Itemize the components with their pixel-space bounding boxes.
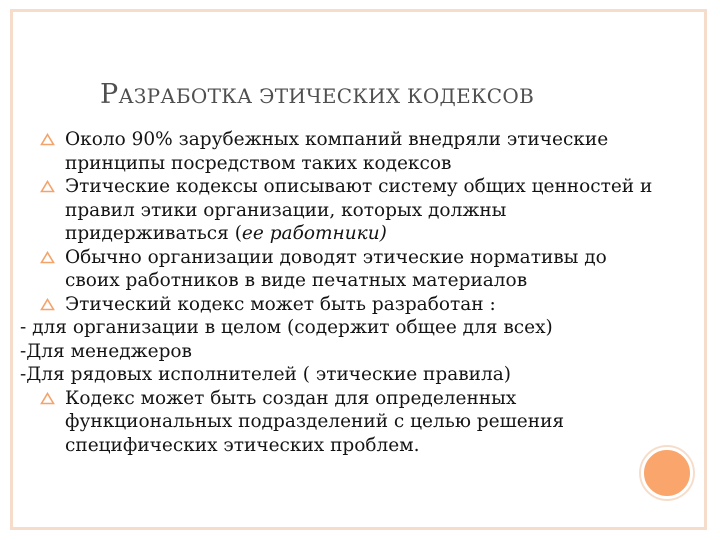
list-item-text: Этический кодекс может быть разработан : xyxy=(65,293,496,315)
hollow-triangle-bullet-icon xyxy=(40,133,55,146)
hollow-triangle-bullet-icon xyxy=(40,251,55,264)
hollow-triangle-bullet-icon xyxy=(40,392,55,405)
slide-title xyxy=(100,79,660,110)
hollow-triangle-bullet-icon xyxy=(40,298,55,311)
sub-list-item: -Для менеджеров xyxy=(20,340,192,362)
list-item-text: Обычно организации доводят этические нормативы до своих работников в виде печатных материалов xyxy=(65,246,607,291)
sub-list-item: -Для рядовых исполнителей ( этические правила) xyxy=(20,364,511,385)
hollow-triangle-bullet-icon xyxy=(40,180,55,193)
list-item-italic-text: ее работники) xyxy=(241,223,387,244)
orange-circle-icon xyxy=(641,447,693,499)
list-item-text: Кодекс может быть создан для определенных функциональных подразделений с целью решения специфических этических проблем. xyxy=(65,387,565,456)
list-item-text: Около 90% зарубежных компаний внедряли этические принципы посредством таких кодексов xyxy=(65,129,609,174)
list-item xyxy=(20,175,660,246)
list-item xyxy=(20,246,660,293)
list-item xyxy=(20,293,660,317)
title-initial: Р xyxy=(100,79,119,110)
list-item xyxy=(20,128,660,175)
list-item xyxy=(20,387,660,458)
sub-list-item: - для организации в целом (содержит общее для всех) xyxy=(20,317,553,338)
slide-content xyxy=(20,128,660,457)
list-item-text: Этические кодексы описывают систему общих ценностей и правил этики организации, которых должны придерживаться ( xyxy=(65,176,653,244)
title-rest: АЗРАБОТКА ЭТИЧЕСКИХ КОДЕКСОВ xyxy=(118,84,535,108)
